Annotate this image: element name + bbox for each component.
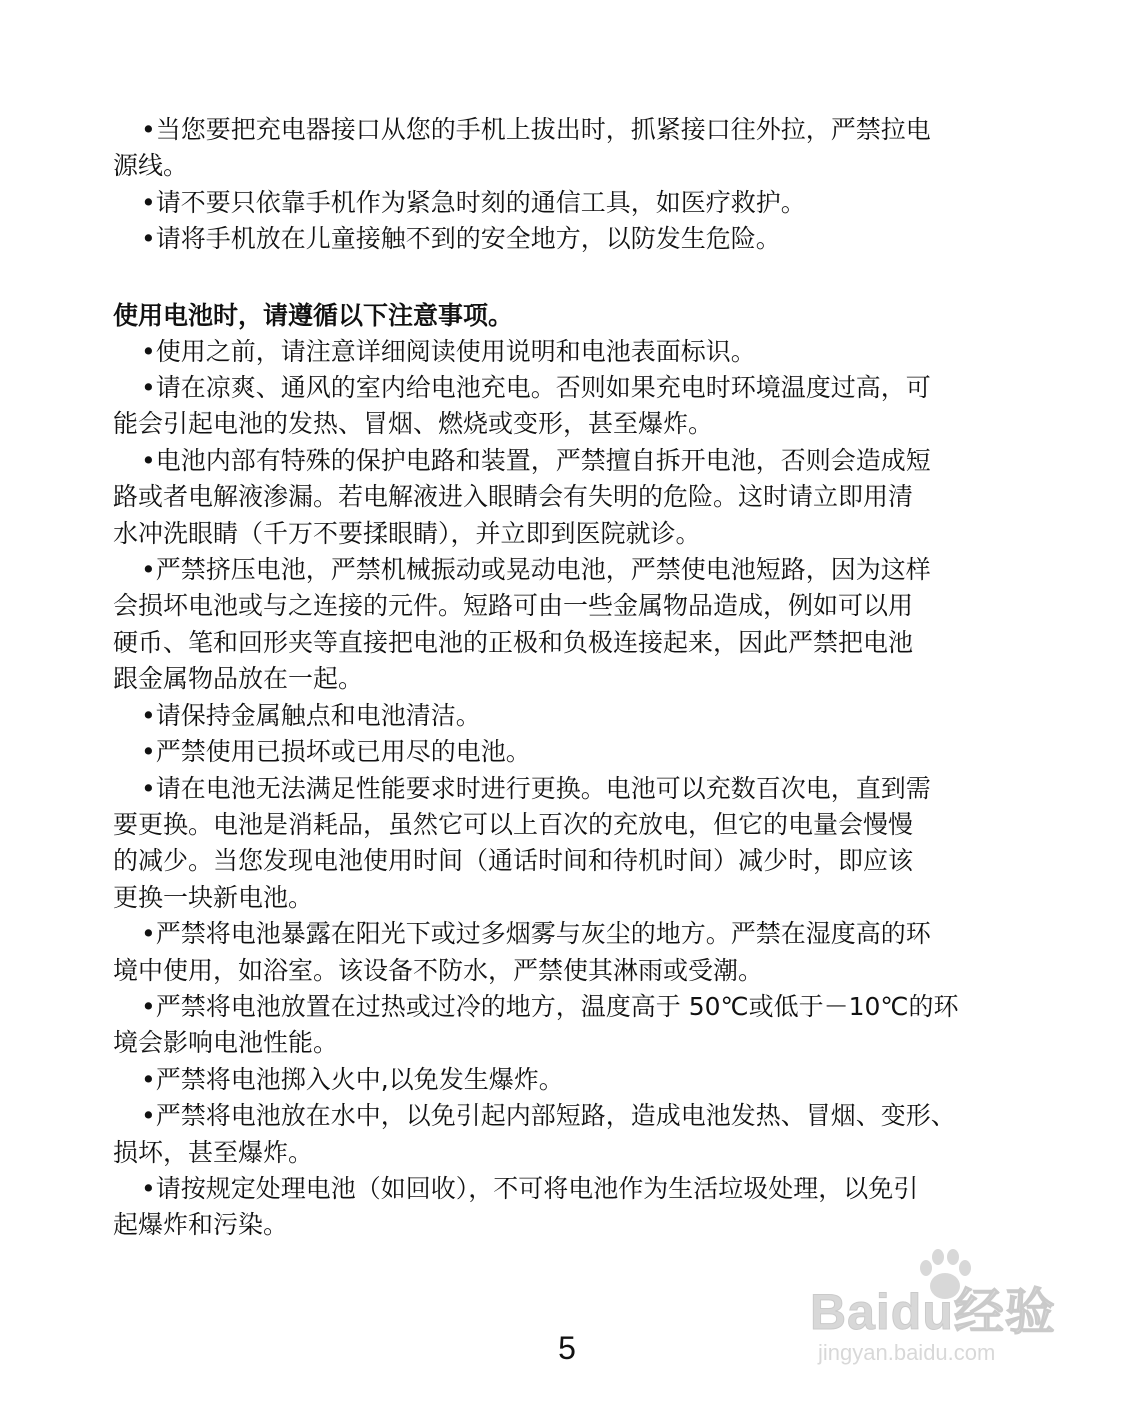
page-number: 5 — [558, 1330, 576, 1366]
bullet-paragraph — [113, 552, 1023, 698]
bullet-paragraph — [113, 370, 1023, 443]
bullet-paragraph — [113, 989, 1023, 1062]
paragraph-line: •严禁使用已损坏或已用尽的电池。 — [141, 737, 531, 767]
paragraph-line: •严禁将电池掷入火中,以免发生爆炸。 — [141, 1064, 564, 1094]
bullet-paragraph — [113, 221, 1023, 257]
paragraph-line: •请按规定处理电池（如回收），不可将电池作为生活垃圾处理，以免引 — [141, 1173, 919, 1203]
paragraph-line: 境中使用，如浴室。该设备不防水，严禁使其淋雨或受潮。 — [113, 955, 764, 985]
section-heading: 使用电池时，请遵循以下注意事项。 — [113, 300, 514, 330]
bullet-paragraph — [113, 698, 1023, 734]
paragraph-line: 源线。 — [113, 151, 189, 181]
paragraph-line: •当您要把充电器接口从您的手机上拔出时，抓紧接口往外拉，严禁拉电 — [141, 115, 931, 144]
document-body — [113, 112, 1023, 1244]
paragraph-line: 要更换。电池是消耗品，虽然它可以上百次的充放电，但它的电量会慢慢 — [113, 809, 914, 839]
paragraph-line: •请保持金属触点和电池清洁。 — [141, 700, 481, 730]
paragraph-line: •请不要只依靠手机作为紧急时刻的通信工具，如医疗救护。 — [141, 187, 806, 217]
paragraph-line: 的减少。当您发现电池使用时间（通话时间和待机时间）减少时，即应该 — [113, 846, 914, 876]
battery-tips-section — [113, 334, 1023, 1244]
paragraph-line: •严禁将电池暴露在阳光下或过多烟雾与灰尘的地方。严禁在湿度高的环 — [141, 919, 931, 949]
bullet-paragraph — [113, 1062, 1023, 1098]
paragraph-line: •严禁挤压电池，严禁机械振动或晃动电池，严禁使电池短路，因为这样 — [141, 555, 931, 585]
paragraph-line: 路或者电解液渗漏。若电解液进入眼睛会有失明的危险。这时请立即用清 — [113, 482, 914, 512]
paragraph-line: 能会引起电池的发热、冒烟、燃烧或变形，甚至爆炸。 — [113, 409, 714, 439]
paragraph-line: •请将手机放在儿童接触不到的安全地方，以防发生危险。 — [141, 224, 781, 254]
paragraph-line: •使用之前，请注意详细阅读使用说明和电池表面标识。 — [141, 336, 756, 366]
safety-tips-section — [113, 112, 1023, 258]
watermark-url: jingyan.baidu.com — [818, 1340, 996, 1365]
bullet-paragraph — [113, 916, 1023, 989]
paragraph-line: 会损坏电池或与之连接的元件。短路可由一些金属物品造成，例如可以用 — [113, 591, 914, 621]
bullet-paragraph — [113, 734, 1023, 770]
bullet-paragraph — [113, 771, 1023, 917]
paragraph-line: 起爆炸和污染。 — [113, 1210, 289, 1240]
paragraph-line: •严禁将电池放在水中，以免引起内部短路，造成电池发热、冒烟、变形、 — [141, 1101, 956, 1131]
bullet-paragraph — [113, 1098, 1023, 1171]
paragraph-line: 更换一块新电池。 — [113, 882, 314, 912]
paragraph-line: 境会影响电池性能。 — [113, 1028, 339, 1058]
bullet-paragraph — [113, 112, 1023, 185]
paragraph-line: •请在电池无法满足性能要求时进行更换。电池可以充数百次电，直到需 — [141, 773, 931, 803]
bullet-paragraph — [113, 334, 1023, 370]
paragraph-line: 跟金属物品放在一起。 — [113, 664, 364, 694]
paragraph-line: 损坏，甚至爆炸。 — [113, 1137, 314, 1167]
paragraph-line: •严禁将电池放置在过热或过冷的地方，温度高于 50℃或低于－10℃的环 — [141, 991, 959, 1021]
paragraph-line: •请在凉爽、通风的室内给电池充电。否则如果充电时环境温度过高，可 — [141, 373, 931, 403]
watermark-logo-text: Baidu经验 — [810, 1284, 1056, 1340]
bullet-paragraph — [113, 185, 1023, 221]
bullet-paragraph — [113, 1171, 1023, 1244]
paragraph-line: 水冲洗眼睛（千万不要揉眼睛），并立即到医院就诊。 — [113, 518, 701, 548]
bullet-paragraph — [113, 443, 1023, 552]
paragraph-line: •电池内部有特殊的保护电路和装置，严禁擅自拆开电池，否则会造成短 — [141, 445, 931, 475]
paragraph-line: 硬币、笔和回形夹等直接把电池的正极和负极连接起来，因此严禁把电池 — [113, 627, 914, 657]
baidu-jingyan-watermark — [810, 1240, 1080, 1370]
